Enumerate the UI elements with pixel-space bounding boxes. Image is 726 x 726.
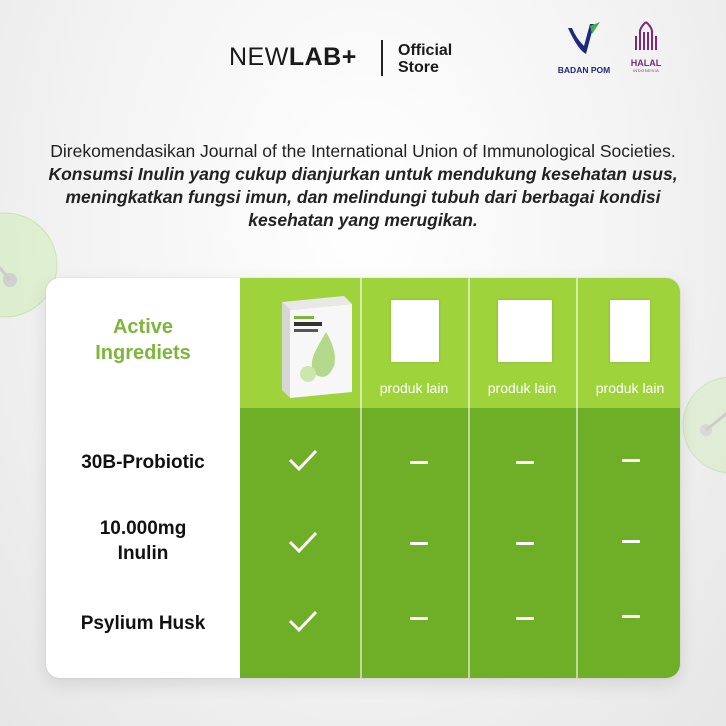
header-divider xyxy=(381,40,383,76)
dash-icon xyxy=(516,617,534,620)
intro-bold-text: Konsumsi Inulin yang cukup dianjurkan untuk mendukung kesehatan usus, meningkatkan fungsi imun, dan melindungi tubuh dari berbagai kondisi kesehatan yang merugikan. xyxy=(48,164,678,230)
column-divider xyxy=(360,278,362,678)
intro-plain-text: Direkomendasikan Journal of the International Union of Immunological Societies. xyxy=(50,141,676,161)
badan-pom-logo: BADAN POM xyxy=(556,20,612,75)
column-divider xyxy=(576,278,578,678)
bpom-icon xyxy=(564,20,604,58)
dash-icon xyxy=(622,459,640,462)
dash-icon xyxy=(410,542,428,545)
row-label-30b-probiotic: 30B-Probiotic xyxy=(81,452,205,473)
check-icon xyxy=(288,448,318,472)
halal-logo: HALAL INDONESIA xyxy=(626,20,666,73)
halal-icon xyxy=(631,20,661,54)
official-store-label: Official Store xyxy=(398,42,453,76)
dash-icon xyxy=(410,461,428,464)
intro-paragraph xyxy=(30,140,696,232)
other-product-box xyxy=(610,300,650,362)
check-icon xyxy=(288,530,318,554)
check-icon xyxy=(288,609,318,633)
other-product-box xyxy=(391,300,439,362)
dash-icon xyxy=(622,540,640,543)
dash-icon xyxy=(516,461,534,464)
dash-icon xyxy=(410,617,428,620)
brand-logo: NEWLAB+ xyxy=(229,43,357,71)
column-label-produk-lain: produk lain xyxy=(379,380,449,396)
dash-icon xyxy=(516,542,534,545)
column-label-produk-lain: produk lain xyxy=(595,380,665,396)
molecule-bubble-right-icon xyxy=(676,370,726,480)
newlab-product-box xyxy=(278,292,338,392)
row-label-inulin: 10.000mg Inulin xyxy=(99,518,187,564)
other-product-box xyxy=(498,300,552,362)
active-ingredients-title: Active Ingrediets xyxy=(95,316,191,364)
dash-icon xyxy=(622,615,640,618)
comparison-table xyxy=(46,278,680,678)
row-label-psylium-husk: Psylium Husk xyxy=(80,613,206,634)
column-divider xyxy=(468,278,470,678)
column-label-produk-lain: produk lain xyxy=(487,380,557,396)
